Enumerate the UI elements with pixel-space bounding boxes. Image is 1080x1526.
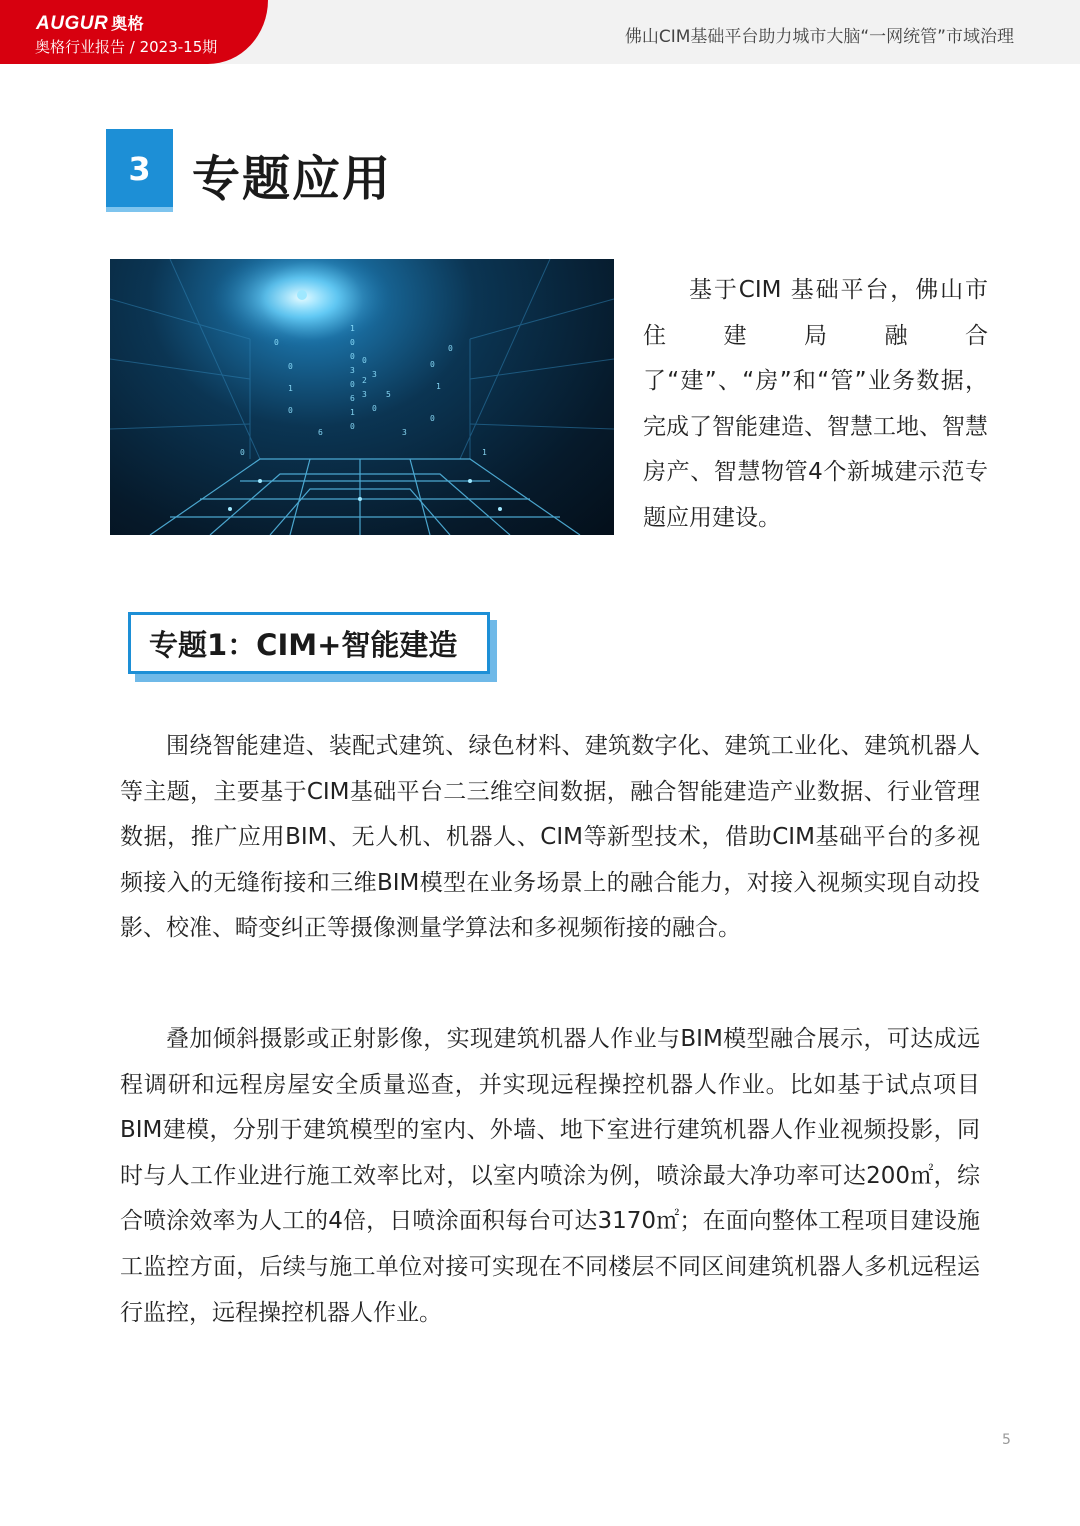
svg-text:1: 1 bbox=[288, 384, 293, 393]
page-header bbox=[0, 0, 1080, 64]
svg-text:3: 3 bbox=[350, 366, 355, 375]
section-number-underline bbox=[106, 207, 173, 212]
svg-text:1: 1 bbox=[350, 324, 355, 333]
svg-text:6: 6 bbox=[318, 428, 323, 437]
svg-text:3: 3 bbox=[402, 428, 407, 437]
svg-text:0: 0 bbox=[350, 352, 355, 361]
svg-text:0: 0 bbox=[288, 362, 293, 371]
svg-text:3: 3 bbox=[372, 370, 377, 379]
svg-text:1: 1 bbox=[436, 382, 441, 391]
section-number: 3 bbox=[106, 129, 173, 208]
page-number: 5 bbox=[1002, 1432, 1011, 1448]
svg-text:0: 0 bbox=[350, 338, 355, 347]
brand-banner bbox=[0, 0, 268, 64]
svg-text:0: 0 bbox=[372, 404, 377, 413]
data-grid-graphic bbox=[110, 259, 614, 535]
document-title: 佛山CIM基础平台助力城市大脑“一网统管”市域治理 bbox=[624, 27, 1014, 47]
logo-text: AUGUR bbox=[36, 13, 109, 34]
svg-text:0: 0 bbox=[240, 448, 245, 457]
body-paragraph: 叠加倾斜摄影或正射影像，实现建筑机器人作业与BIM模型融合展示，可达成远程调研和远程房屋安全质量巡查，并实现远程操控机器人作业。比如基于试点项目BIM建模，分别于建筑模型的室内、外墙、地下室进行建筑机器人作业视频投影，同时与人工作业进行施工效率比对，以室内喷涂为例，喷涂最大净功率可达200㎡，综合喷涂效率为人工的4倍，日喷涂面积每台可达3170㎡；在面向整体工程项目建设施工监控方面，后续与施工单位对接可实现在不同楼层不同区间建筑机器人多机远程运行监控，远程操控机器人作业。 bbox=[120, 1026, 980, 1326]
svg-text:2: 2 bbox=[362, 376, 367, 385]
topic-heading: 专题1：CIM+智能建造 bbox=[149, 627, 458, 662]
svg-text:0: 0 bbox=[362, 356, 367, 365]
report-number: 奥格行业报告 / 2023-15期 bbox=[35, 38, 218, 56]
svg-text:0: 0 bbox=[430, 360, 435, 369]
svg-text:6: 6 bbox=[350, 394, 355, 403]
svg-text:5: 5 bbox=[386, 390, 391, 399]
svg-text:1: 1 bbox=[350, 408, 355, 417]
svg-text:0: 0 bbox=[430, 414, 435, 423]
svg-text:0: 0 bbox=[288, 406, 293, 415]
digital-data-grid-image bbox=[110, 259, 614, 535]
svg-text:0: 0 bbox=[350, 380, 355, 389]
augur-logo bbox=[36, 11, 144, 35]
section-title: 专题应用 bbox=[192, 151, 393, 207]
svg-text:3: 3 bbox=[362, 390, 367, 399]
svg-text:0: 0 bbox=[274, 338, 279, 347]
svg-text:0: 0 bbox=[448, 344, 453, 353]
logo-cn-text: 奥格 bbox=[111, 16, 145, 33]
svg-text:0: 0 bbox=[350, 422, 355, 431]
topic-heading-box bbox=[128, 612, 490, 674]
svg-text:1: 1 bbox=[482, 448, 487, 457]
intro-paragraph: 基于CIM 基础平台，佛山市住建局融合了“建”、“房”和“管”业务数据，完成了智能建造、智慧工地、智慧房产、智慧物管4个新城建示范专题应用建设。 bbox=[643, 277, 988, 531]
body-paragraph: 围绕智能建造、装配式建筑、绿色材料、建筑数字化、建筑工业化、建筑机器人等主题，主要基于CIM基础平台二三维空间数据，融合智能建造产业数据、行业管理数据，推广应用BIM、无人机、机器人、CIM等新型技术，借助CIM基础平台的多视频接入的无缝衔接和三维BIM模型在业务场景上的融合能力，对接入视频实现自动投影、校准、畸变纠正等摄像测量学算法和多视频衔接的融合。 bbox=[120, 733, 980, 942]
